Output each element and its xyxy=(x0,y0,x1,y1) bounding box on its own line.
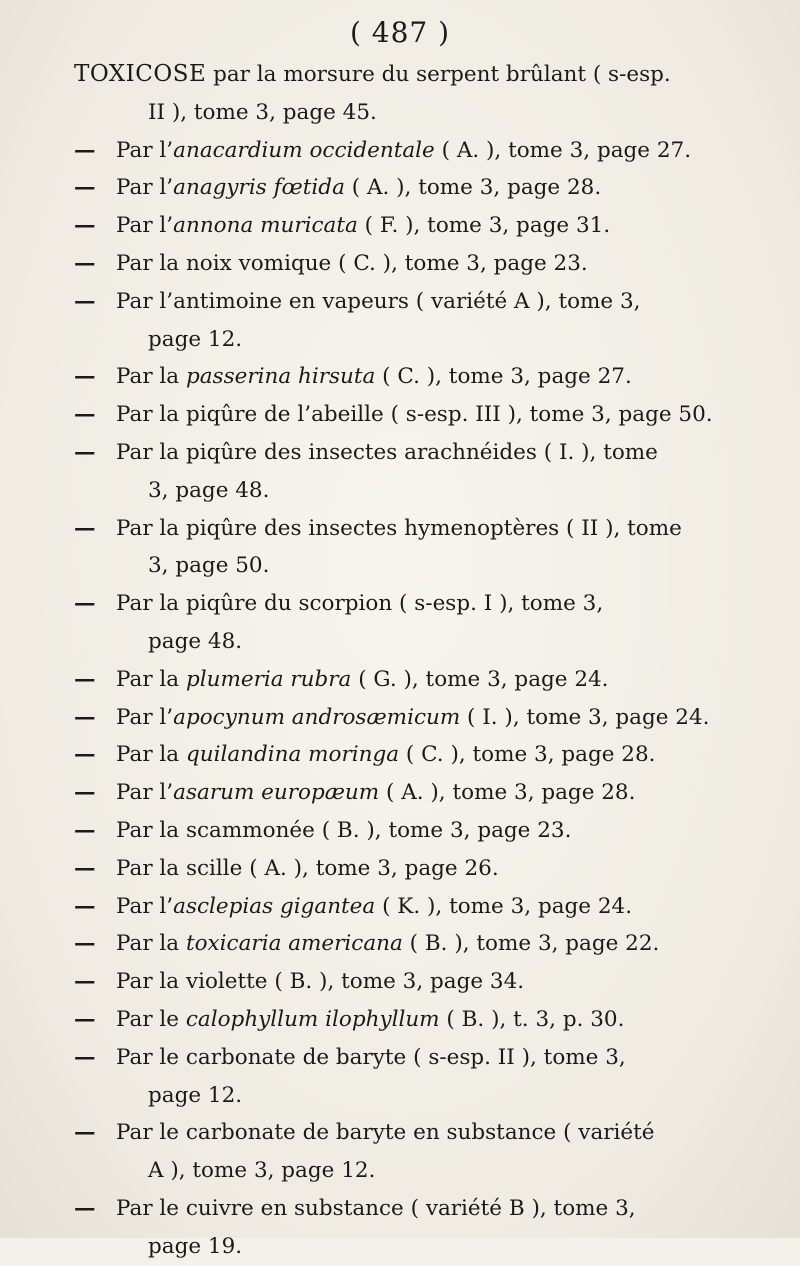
index-entry xyxy=(0,812,800,850)
species-name: quilandina moringa xyxy=(185,742,400,768)
entry-dash: — xyxy=(74,402,96,428)
entry-dash: — xyxy=(74,817,96,843)
entry-dash: — xyxy=(74,1006,96,1032)
entry-text: Par le carbonate de baryte en substance ( variété xyxy=(116,1120,655,1146)
index-entry xyxy=(0,925,800,963)
entry-text: Par l’ xyxy=(116,780,174,806)
entry-reference: ( K. ), tome 3, page 24. xyxy=(375,893,633,919)
index-entry xyxy=(0,396,800,434)
entry-text: par la morsure du serpent brûlant ( s-esp. xyxy=(206,62,671,87)
index-entry xyxy=(0,850,800,888)
species-name: apocynum androsæmicum xyxy=(173,704,461,730)
entry-dash: — xyxy=(74,137,96,163)
entry-text: page 12. xyxy=(148,1082,243,1108)
entry-dash: — xyxy=(74,213,96,239)
entry-text: Par l’antimoine en vapeurs ( variété A ), tome 3, xyxy=(116,288,641,314)
index-entry xyxy=(0,283,800,321)
index-entry xyxy=(0,963,800,1001)
entry-continuation-line xyxy=(0,1077,800,1115)
entry-reference: ( A. ), tome 3, page 28. xyxy=(344,175,602,201)
entry-dash: — xyxy=(74,969,96,995)
entry-text: Par le xyxy=(116,1006,186,1032)
species-name: anacardium occidentale xyxy=(173,137,435,163)
entry-dash: — xyxy=(74,364,96,390)
species-name: asarum europæum xyxy=(173,780,380,806)
entry-dash: — xyxy=(74,704,96,730)
entry-dash: — xyxy=(74,742,96,768)
entry-text: page 12. xyxy=(148,326,243,352)
entry-reference: ( B. ), t. 3, p. 30. xyxy=(439,1006,625,1032)
index-entry xyxy=(0,434,800,472)
entry-continuation-line xyxy=(0,1228,800,1266)
entry-reference: ( C. ), tome 3, page 27. xyxy=(375,364,632,390)
entry-dash: — xyxy=(74,780,96,806)
entry-dash: — xyxy=(74,439,96,465)
entry-dash: — xyxy=(74,1044,96,1070)
entry-text: page 19. xyxy=(148,1233,243,1259)
entry-text: 3, page 50. xyxy=(148,553,270,579)
entry-text: Par la piqûre des insectes hymenoptères ( II ), tome xyxy=(116,515,682,541)
entry-text: Par la xyxy=(116,742,186,768)
index-entry xyxy=(0,169,800,207)
index-entry xyxy=(0,699,800,737)
entry-reference: ( B. ), tome 3, page 22. xyxy=(402,931,660,957)
species-name: asclepias gigantea xyxy=(173,893,376,919)
entry-continuation-line xyxy=(0,472,800,510)
entry-dash: — xyxy=(74,1195,96,1221)
entry-text: Par l’ xyxy=(116,175,174,201)
page-number: ( 487 ) xyxy=(349,16,451,49)
entry-dash: — xyxy=(74,250,96,276)
entry-reference: ( A. ), tome 3, page 27. xyxy=(434,137,692,163)
entry-reference: ( A. ), tome 3, page 28. xyxy=(379,780,636,806)
entry-heading-line xyxy=(0,56,800,94)
entry-continuation-line xyxy=(0,94,800,132)
index-entry xyxy=(0,358,800,396)
entry-dash: — xyxy=(74,666,96,692)
index-entry xyxy=(0,774,800,812)
entry-text: 3, page 48. xyxy=(148,477,270,503)
entry-reference: ( G. ), tome 3, page 24. xyxy=(351,666,609,692)
entry-dash: — xyxy=(74,931,96,957)
entry-reference: ( C. ), tome 3, page 28. xyxy=(399,742,656,768)
entry-dash: — xyxy=(74,1120,96,1146)
entry-text: Par la scammonée ( B. ), tome 3, page 23. xyxy=(116,817,572,843)
entry-text: Par la piqûre des insectes arachnéides ( I. ), tome xyxy=(116,439,658,465)
entry-text: Par la xyxy=(116,666,186,692)
index-entry xyxy=(0,510,800,548)
entry-text: A ), tome 3, page 12. xyxy=(148,1158,376,1184)
entry-text: Par l’ xyxy=(116,704,174,730)
species-name: passerina hirsuta xyxy=(185,364,376,390)
entry-text: Par la piqûre du scorpion ( s-esp. I ), tome 3, xyxy=(116,591,604,617)
index-entries xyxy=(0,56,800,1266)
entry-headword: TOXICOSE xyxy=(74,61,207,87)
species-name: calophyllum ilophyllum xyxy=(185,1006,440,1032)
species-name: plumeria rubra xyxy=(185,666,352,692)
entry-continuation-line xyxy=(0,547,800,585)
entry-dash: — xyxy=(74,175,96,201)
index-entry xyxy=(0,1039,800,1077)
index-entry xyxy=(0,661,800,699)
index-entry xyxy=(0,132,800,170)
entry-text: Par l’ xyxy=(116,213,174,239)
entry-text: Par la noix vomique ( C. ), tome 3, page 23. xyxy=(116,250,588,276)
entry-text: Par le carbonate de baryte ( s-esp. II ), tome 3, xyxy=(116,1044,626,1070)
index-entry xyxy=(0,245,800,283)
index-entry xyxy=(0,736,800,774)
entry-continuation-line xyxy=(0,321,800,359)
entry-text: Par la xyxy=(116,364,186,390)
index-entry xyxy=(0,585,800,623)
species-name: toxicaria americana xyxy=(185,931,403,957)
entry-continuation-line xyxy=(0,623,800,661)
entry-text: Par l’ xyxy=(116,137,174,163)
entry-text: Par la piqûre de l’abeille ( s-esp. III ), tome 3, page 50. xyxy=(116,402,713,428)
entry-text: Par l’ xyxy=(116,893,174,919)
entry-dash: — xyxy=(74,855,96,881)
index-entry xyxy=(0,888,800,926)
entry-text: Par le cuivre en substance ( variété B ), tome 3, xyxy=(116,1195,636,1221)
entry-text: page 48. xyxy=(148,628,243,654)
entry-dash: — xyxy=(74,515,96,541)
entry-reference: ( I. ), tome 3, page 24. xyxy=(460,704,710,730)
index-entry xyxy=(0,1001,800,1039)
entry-text: Par la violette ( B. ), tome 3, page 34. xyxy=(116,969,525,995)
species-name: anagyris fœtida xyxy=(173,175,345,201)
entry-dash: — xyxy=(74,288,96,314)
index-entry xyxy=(0,1190,800,1228)
entry-dash: — xyxy=(74,893,96,919)
index-entry xyxy=(0,1114,800,1152)
entry-dash: — xyxy=(74,591,96,617)
entry-text: Par la xyxy=(116,931,186,957)
entry-text: Par la scille ( A. ), tome 3, page 26. xyxy=(116,855,499,881)
index-entry xyxy=(0,207,800,245)
species-name: annona muricata xyxy=(173,213,358,239)
entry-continuation-line xyxy=(0,1152,800,1190)
entry-text: II ), tome 3, page 45. xyxy=(148,99,377,125)
entry-reference: ( F. ), tome 3, page 31. xyxy=(357,213,611,239)
